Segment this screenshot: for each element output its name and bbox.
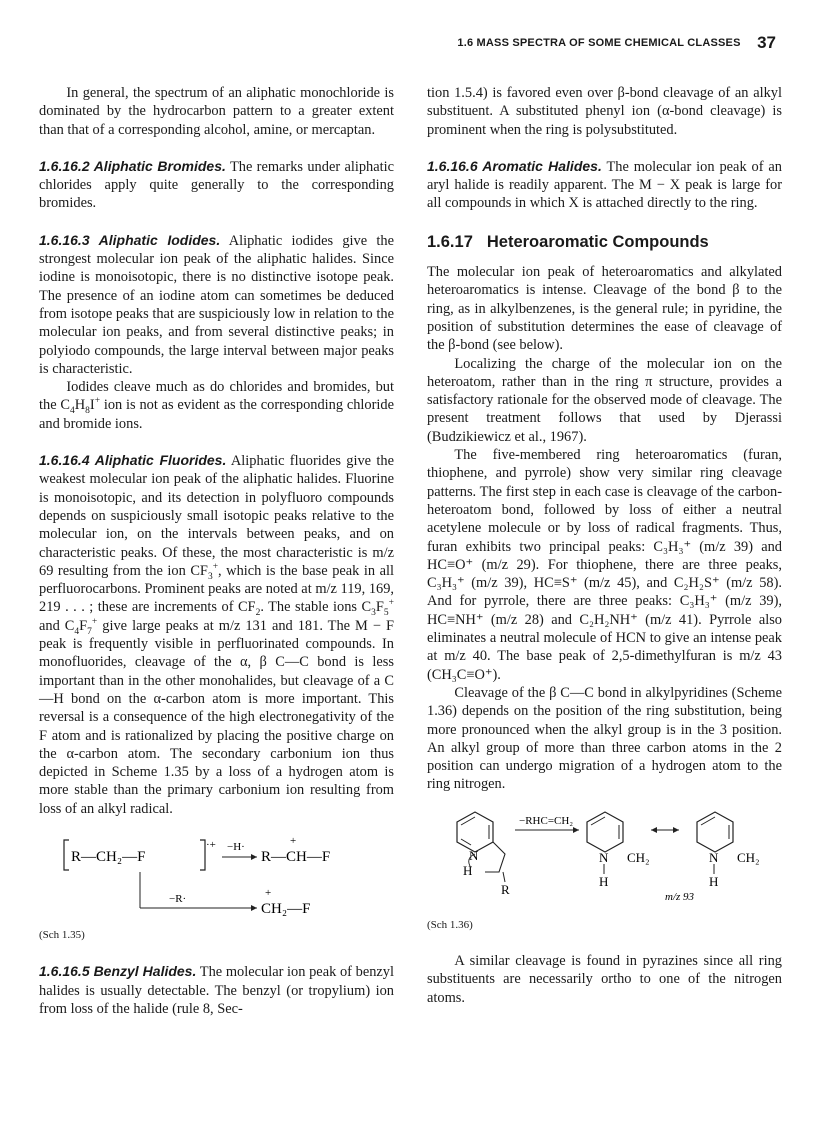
sch135-loss-r: −R·	[169, 892, 187, 905]
heading-benzyl-halides: 1.6.16.5 Benzyl Halides.	[39, 963, 197, 980]
scheme-1-36-diagram	[427, 808, 782, 916]
heading-aliphatic-bromides: 1.6.16.2 Aliphatic Bromides.	[39, 157, 226, 174]
paragraph-iodides-2: Iodides cleave much as do chlorides and bromides, but the $C_4H_8I^+$ ion is not as evident as the corresponding chloride and bromide ions.	[39, 379, 395, 432]
paragraph-heteroaromatic-2: Localizing the charge of the molecular ion on the heteroatom, rather than in the ring π structure, provides a satisfactory rationale for the observed mode of cleavage. The present treatment follows that used by Djerassi (Budzikiewicz et al., 1967).	[427, 355, 782, 445]
pyridine-ring-3	[697, 812, 733, 852]
paragraph-heteroaromatic-3: The five-membered ring heteroaromatics (furan, thiophene, and pyrrole) show very similar ring cleavage patterns. The first step in each case is cleavage of the carbon-heteroatom bond, followed by loss of either a neutral acetylene molecule or by loss of radical fragments. Thus, furan exhibits two principal peaks: C₃H₃⁺ (m/z 39) and HC≡O⁺ (m/z 29). For thiophene, there are three peaks, C₃H₃⁺ (m/z 39), HC≡S⁺ (m/z 45), and C₂H₂S⁺ (m/z 58). And for pyrrole, there are three peaks: C₃H₃⁺ (m/z 39), HC≡NH⁺ (m/z 28) and C₂H₂NH⁺ (m/z 41). Pyrrole also eliminates a neutral molecule of HCN to give an intense peak at m/z 40. The base peak of 2,5-dimethylfuran is m/z 43 (CH₃C≡O⁺).	[427, 447, 782, 683]
sch136-n1: N	[469, 847, 479, 863]
scheme-1-35-diagram	[39, 826, 394, 926]
paragraph-fluorides: 1.6.16.4 Aliphatic Fluorides. Aliphatic fluorides give the weakest molecular ion peak of the aliphatic halides. Fluorine is monoisotopic, and its detection in polyfluoro compounds depends on suspiciously small isotopic peaks relative to the molecular ion, on the intervals between peaks, and on characteristic peaks. Of these, the most characteristic is m/z 69 resulting from the ion $CF_3^+$, which is the base peak in all perfluorocarbons. Prominent peaks are noted at m/z 119, 169, 219 . . . ; these are increments of $CF_2$. The stable ions $C_3F_5^+$ and $C_4F_7^+$ give large peaks at m/z 131 and 181. The M − F peak is frequently visible in perfluorinated compounds. In monofluorides, cleavage of the α, β C—C bond is less important than in the other monohalides, but cleavage of a C—H bond on the α-carbon atom is more important. This reversal is a consequence of the high electronegativity of the F atom and is rationalized by placing the positive charge on the α-carbon atom. The secondary carbonium ion thus depicted in Scheme 1.35 by a loss of a hydrogen atom is more stable than the primary carbonium ion resulting from loss of an alkyl radical.	[39, 452, 394, 817]
paragraph-chlorides: In general, the spectrum of an aliphatic monochloride is dominated by the hydrocarbon pattern to a greater extent than that of a corresponding alcohol, amine, or mercaptan.	[39, 85, 394, 138]
paragraph-benzyl: 1.6.16.5 Benzyl Halides. The molecular ion peak of benzyl halides is usually detectable. The benzyl (or tropylium) ion from loss of the halide (rule 8, Sec-	[39, 963, 394, 1017]
sch135-plus-1: +	[290, 834, 297, 847]
pyridine-ring-2	[587, 812, 623, 852]
heading-aliphatic-iodides: 1.6.16.3 Aliphatic Iodides.	[39, 231, 221, 248]
sch136-loss: −RHC=CH₂	[519, 814, 574, 827]
paragraph-bromides: 1.6.16.2 Aliphatic Bromides. The remarks under aliphatic chlorides apply quite generally to the corresponding bromides.	[39, 157, 394, 212]
sch135-plus-2: +	[265, 886, 272, 899]
sch136-ch2-1: CH₂	[627, 849, 650, 865]
scheme-1-36	[427, 808, 782, 916]
paragraph-aromatic-halides: 1.6.16.6 Aromatic Halides. The molecular ion peak of an aryl halide is readily apparent. The M − X peak is large for all compounds in which X is attached directly to the ring.	[427, 157, 782, 212]
sch136-r: R	[501, 881, 510, 897]
heading-heteroaromatic: 1.6.17 Heteroaromatic Compounds	[427, 232, 709, 251]
paragraph-heteroaromatic-1: The molecular ion peak of heteroaromatics and alkylated heteroaromatics is intense. Cleavage of the bond β to the ring, as in alkylbenzenes, is the general rule; in pyridine, the position of substitution determines the ease of cleavage of the β-bond (see below).	[427, 264, 782, 354]
scheme-1-35	[39, 826, 394, 926]
sch136-ch2-2: CH₂	[737, 849, 760, 865]
sch136-n3: N	[709, 849, 719, 865]
paragraph-iodides: 1.6.16.3 Aliphatic Iodides. Aliphatic iodides give the strongest molecular ion peak of the aliphatic halides. Since iodine is monoisotopic, there is no distinctive isotope peak. The presence of an iodine atom can sometimes be deduced from isotope peaks that are suspiciously low in relation to the molecular ion peaks, and from several distinctive peaks; in polyiodo compounds, the large interval between major peaks is characteristic.	[39, 231, 394, 377]
sch135-product-1: R—CH—F	[261, 848, 331, 865]
scheme-1-36-label: (Sch 1.36)	[427, 918, 473, 931]
paragraph-benzyl-continued: tion 1.5.4) is favored even over β-bond cleavage of an alkyl substituent. A substituted phenyl ion (α-bond cleavage) is prominent when the ring is polysubstituted.	[427, 85, 782, 138]
right-column	[427, 84, 782, 1007]
left-column	[39, 84, 394, 1018]
scheme-1-35-label: (Sch 1.35)	[39, 928, 85, 941]
heading-aliphatic-fluorides: 1.6.16.4 Aliphatic Fluorides.	[39, 452, 227, 469]
pyridine-ring-1	[457, 812, 493, 852]
running-header	[457, 33, 776, 53]
sch135-loss-h: −H·	[227, 840, 245, 853]
sch136-h2: H	[599, 873, 609, 889]
paragraph-heteroaromatic-4: Cleavage of the β C—C bond in alkylpyridines (Scheme 1.36) depends on the position of the ring substitution, being more pronounced when the alkyl group is in the 3 position. An alkyl group of more than three carbon atoms in the 2 position can undergo migration of a hydrogen atom to the ring nitrogen.	[427, 684, 782, 793]
heading-aromatic-halides: 1.6.16.6 Aromatic Halides.	[427, 157, 602, 174]
sch135-product-2: CH₂—F	[261, 900, 311, 917]
page-number: 37	[757, 33, 776, 52]
sch135-charge: ·+	[206, 838, 216, 851]
sch136-mz: m/z 93	[665, 890, 695, 903]
section-title: 1.6 MASS SPECTRA OF SOME CHEMICAL CLASSES	[457, 37, 741, 49]
sch136-h1: H	[463, 862, 473, 878]
sch136-h3: H	[709, 873, 719, 889]
paragraph-pyrazines: A similar cleavage is found in pyrazines since all ring substituents are necessarily ortho to one of the nitrogen atoms.	[427, 952, 782, 1006]
sch135-reactant: R—CH₂—F	[71, 848, 146, 865]
sch136-n2: N	[599, 849, 609, 865]
